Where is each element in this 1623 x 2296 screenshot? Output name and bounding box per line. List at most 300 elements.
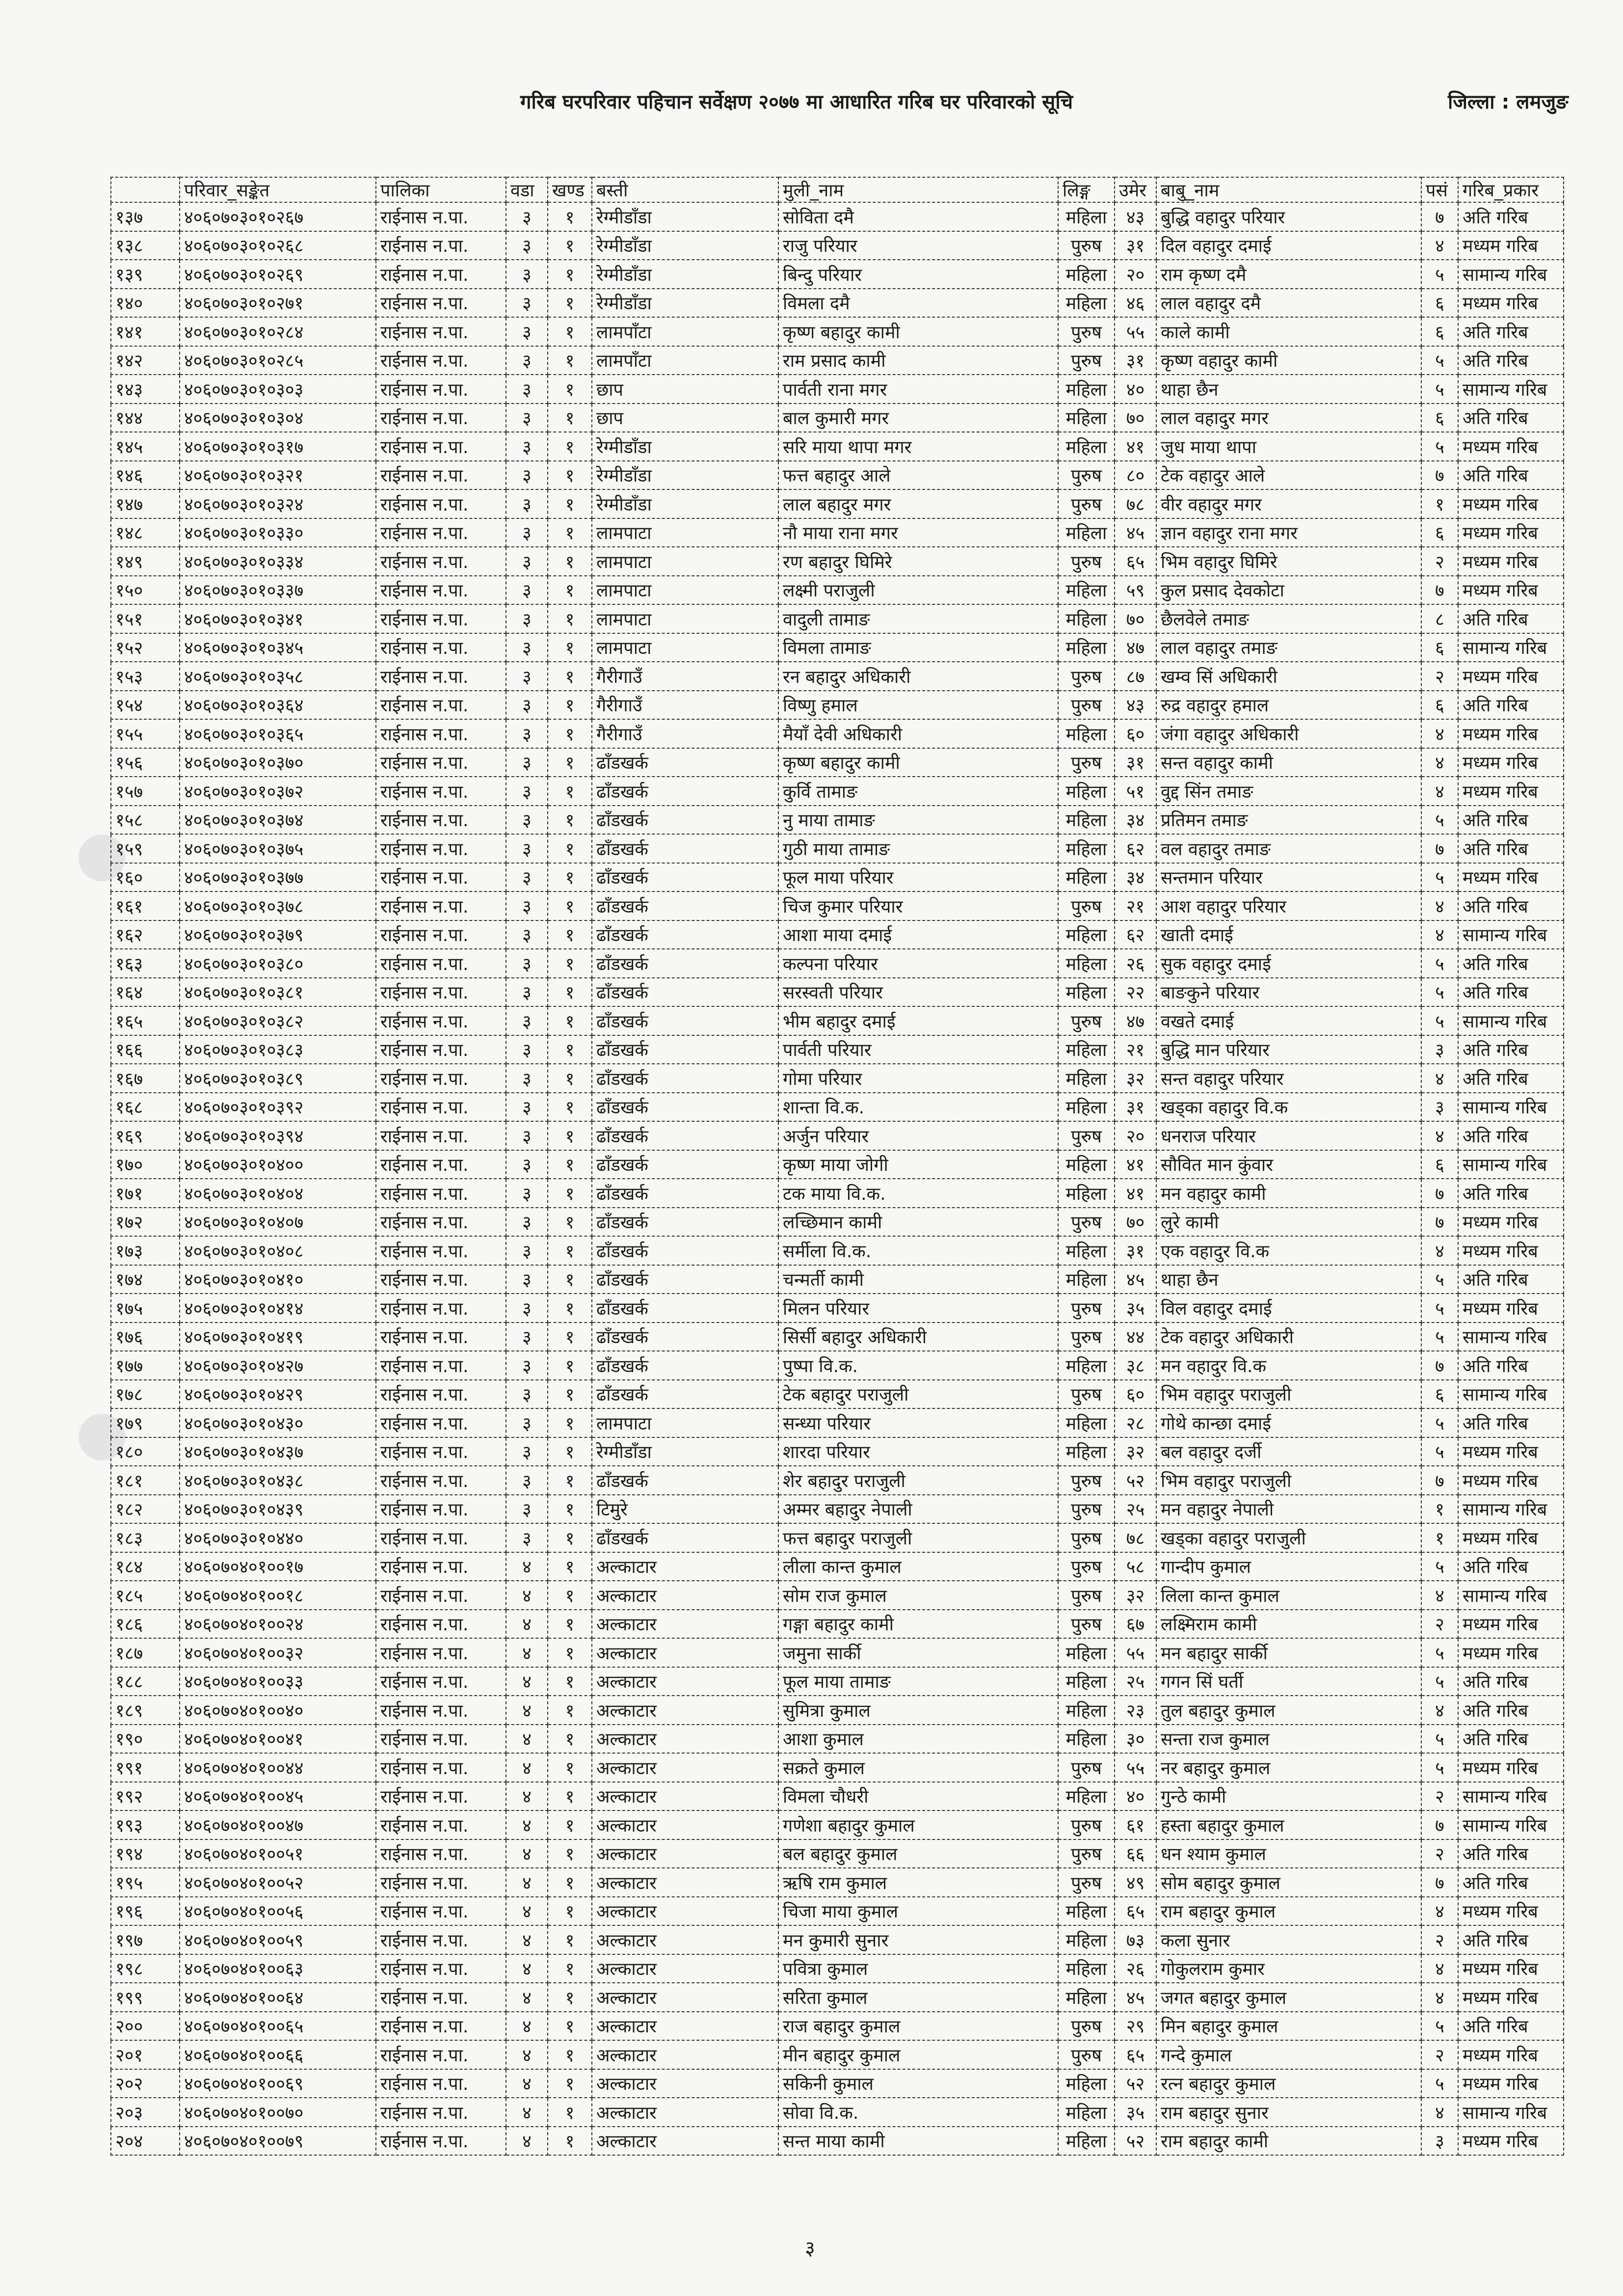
poverty-type-cell: मध्यम गरिब <box>1458 777 1564 806</box>
members-cell: ४ <box>1421 1121 1458 1150</box>
members-cell: ५ <box>1421 432 1458 461</box>
members-cell: ५ <box>1421 1323 1458 1351</box>
table-row <box>111 1236 1564 1265</box>
ward-cell: ३ <box>506 834 548 863</box>
ward-cell: ४ <box>506 1983 548 2012</box>
father-name-cell: मन बहादुर सार्की <box>1156 1638 1421 1667</box>
serial-cell: १८२ <box>111 1495 180 1524</box>
gender-cell: पुरुष <box>1058 1208 1115 1237</box>
family-code-cell: ४०६०७०४०१००५१ <box>180 1839 376 1868</box>
father-name-cell: खड्का वहादुर वि.क <box>1156 1093 1421 1122</box>
khanda-cell: १ <box>548 2040 592 2069</box>
basti-cell: अल्काटार <box>592 1552 778 1581</box>
head-name-cell: नु माया तामाङ <box>778 806 1058 835</box>
poverty-type-cell: मध्यम गरिब <box>1458 863 1564 892</box>
khanda-cell: १ <box>548 1610 592 1639</box>
basti-cell: गैरीगाउँ <box>592 719 778 748</box>
khanda-cell: १ <box>548 863 592 892</box>
basti-cell: अल्काटार <box>592 1638 778 1667</box>
basti-cell: रेग्मीडाँडा <box>592 489 778 518</box>
table-row <box>111 1897 1564 1926</box>
ward-cell: ४ <box>506 1954 548 1983</box>
palika-cell: राईनास न.पा. <box>376 1667 506 1696</box>
family-code-cell: ४०६०७०४०१००२४ <box>180 1610 376 1639</box>
poverty-type-cell: मध्यम गरिब <box>1458 1983 1564 2012</box>
palika-cell: राईनास न.पा. <box>376 289 506 318</box>
head-name-cell: भीम बहादुर दमाई <box>778 1006 1058 1035</box>
head-name-cell: पार्वती परियार <box>778 1035 1058 1064</box>
age-cell: ४३ <box>1115 691 1156 720</box>
poverty-type-cell: अति गरिब <box>1458 1064 1564 1093</box>
khanda-cell: १ <box>548 1294 592 1323</box>
poverty-type-cell: मध्यम गरिब <box>1458 547 1564 576</box>
khanda-cell: १ <box>548 1725 592 1754</box>
table-row <box>111 1810 1564 1839</box>
table-row <box>111 2098 1564 2127</box>
poverty-type-cell: मध्यम गरिब <box>1458 2069 1564 2098</box>
ward-cell: ३ <box>506 1495 548 1524</box>
age-cell: ७० <box>1115 604 1156 633</box>
khanda-cell: १ <box>548 1983 592 2012</box>
table-row <box>111 662 1564 691</box>
khanda-cell: १ <box>548 489 592 518</box>
members-cell: ३ <box>1421 1035 1458 1064</box>
survey-table <box>110 177 1564 2156</box>
serial-cell: १८८ <box>111 1667 180 1696</box>
poverty-type-cell: मध्यम गरिब <box>1458 1610 1564 1639</box>
serial-cell: २०० <box>111 2012 180 2041</box>
ward-cell: ३ <box>506 1466 548 1495</box>
col-header-head-name: मुली_नाम <box>778 177 1058 202</box>
age-cell: ६० <box>1115 1380 1156 1409</box>
head-name-cell: जमुना सार्की <box>778 1638 1058 1667</box>
serial-cell: १९२ <box>111 1782 180 1811</box>
members-cell: ६ <box>1421 317 1458 346</box>
ward-cell: ४ <box>506 1839 548 1868</box>
poverty-type-cell: मध्यम गरिब <box>1458 1437 1564 1466</box>
members-cell: ६ <box>1421 1150 1458 1179</box>
table-row <box>111 978 1564 1007</box>
table-row <box>111 1437 1564 1466</box>
gender-cell: पुरुष <box>1058 1323 1115 1351</box>
khanda-cell: १ <box>548 2069 592 2098</box>
ward-cell: ४ <box>506 2098 548 2127</box>
palika-cell: राईनास न.पा. <box>376 1380 506 1409</box>
ward-cell: ३ <box>506 317 548 346</box>
age-cell: ४७ <box>1115 633 1156 662</box>
members-cell: ५ <box>1421 863 1458 892</box>
table-row <box>111 375 1564 404</box>
head-name-cell: गुठी माया तामाङ <box>778 834 1058 863</box>
khanda-cell: १ <box>548 1437 592 1466</box>
basti-cell: लामपाटा <box>592 604 778 633</box>
palika-cell: राईनास न.पा. <box>376 1121 506 1150</box>
basti-cell: ढाँडखर्क <box>592 1064 778 1093</box>
khanda-cell: १ <box>548 920 592 949</box>
poverty-type-cell: मध्यम गरिब <box>1458 1236 1564 1265</box>
gender-cell: पुरुष <box>1058 1753 1115 1782</box>
poverty-type-cell: मध्यम गरिब <box>1458 748 1564 777</box>
ward-cell: ३ <box>506 404 548 432</box>
survey-table-wrapper <box>110 177 1563 2156</box>
gender-cell: पुरुष <box>1058 317 1115 346</box>
palika-cell: राईनास न.पा. <box>376 863 506 892</box>
palika-cell: राईनास न.पा. <box>376 1150 506 1179</box>
table-row <box>111 1064 1564 1093</box>
head-name-cell: रन बहादुर अधिकारी <box>778 662 1058 691</box>
age-cell: ३४ <box>1115 806 1156 835</box>
age-cell: ७० <box>1115 404 1156 432</box>
basti-cell: ढाँडखर्क <box>592 863 778 892</box>
age-cell: ३५ <box>1115 2098 1156 2127</box>
serial-cell: २०४ <box>111 2127 180 2156</box>
basti-cell: ढाँडखर्क <box>592 920 778 949</box>
age-cell: २६ <box>1115 949 1156 978</box>
gender-cell: पुरुष <box>1058 2040 1115 2069</box>
ward-cell: ३ <box>506 489 548 518</box>
family-code-cell: ४०६०७०३०१०४४० <box>180 1523 376 1552</box>
serial-cell: १७७ <box>111 1351 180 1380</box>
khanda-cell: १ <box>548 1495 592 1524</box>
ward-cell: ३ <box>506 1408 548 1437</box>
gender-cell: पुरुष <box>1058 691 1115 720</box>
table-header-row <box>111 177 1564 202</box>
khanda-cell: १ <box>548 547 592 576</box>
members-cell: ४ <box>1421 891 1458 920</box>
gender-cell: पुरुष <box>1058 1839 1115 1868</box>
family-code-cell: ४०६०७०४०१००४७ <box>180 1810 376 1839</box>
table-row <box>111 2040 1564 2069</box>
table-row <box>111 691 1564 720</box>
head-name-cell: फत्त बहादुर आले <box>778 461 1058 490</box>
serial-cell: १६८ <box>111 1093 180 1122</box>
members-cell: ६ <box>1421 404 1458 432</box>
table-row <box>111 891 1564 920</box>
ward-cell: ३ <box>506 662 548 691</box>
poverty-type-cell: अति गरिब <box>1458 1696 1564 1725</box>
members-cell: ५ <box>1421 1294 1458 1323</box>
age-cell: ३८ <box>1115 1351 1156 1380</box>
district-label: जिल्ला : लमजुङ <box>1448 91 1569 113</box>
serial-cell: १५२ <box>111 633 180 662</box>
serial-cell: १७९ <box>111 1408 180 1437</box>
age-cell: ४३ <box>1115 202 1156 231</box>
members-cell: ४ <box>1421 1954 1458 1983</box>
poverty-type-cell: सामान्य गरिब <box>1458 633 1564 662</box>
khanda-cell: १ <box>548 202 592 231</box>
khanda-cell: १ <box>548 949 592 978</box>
head-name-cell: राजु परियार <box>778 231 1058 260</box>
table-row <box>111 748 1564 777</box>
father-name-cell: कुल प्रसाद देवकोटा <box>1156 576 1421 605</box>
palika-cell: राईनास न.पा. <box>376 1610 506 1639</box>
palika-cell: राईनास न.पा. <box>376 1581 506 1610</box>
father-name-cell: बुद्धि मान परियार <box>1156 1035 1421 1064</box>
palika-cell: राईनास न.पा. <box>376 719 506 748</box>
father-name-cell: टेक वहादुर अधिकारी <box>1156 1323 1421 1351</box>
basti-cell: टिमुरे <box>592 1495 778 1524</box>
palika-cell: राईनास न.पा. <box>376 2098 506 2127</box>
head-name-cell: ऋषि राम कुमाल <box>778 1868 1058 1897</box>
head-name-cell: अर्जुन परियार <box>778 1121 1058 1150</box>
poverty-type-cell: सामान्य गरिब <box>1458 2098 1564 2127</box>
father-name-cell: गोकुलराम कुमार <box>1156 1954 1421 1983</box>
age-cell: ३१ <box>1115 346 1156 375</box>
table-row <box>111 920 1564 949</box>
age-cell: २८ <box>1115 1408 1156 1437</box>
age-cell: ५२ <box>1115 2069 1156 2098</box>
age-cell: ३१ <box>1115 231 1156 260</box>
family-code-cell: ४०६०७०३०१०४१९ <box>180 1323 376 1351</box>
basti-cell: ढाँडखर्क <box>592 1093 778 1122</box>
members-cell: ८ <box>1421 604 1458 633</box>
serial-cell: १४३ <box>111 375 180 404</box>
basti-cell: अल्काटार <box>592 1782 778 1811</box>
serial-cell: १७३ <box>111 1236 180 1265</box>
poverty-type-cell: अति गरिब <box>1458 1725 1564 1754</box>
poverty-type-cell: मध्यम गरिब <box>1458 1523 1564 1552</box>
poverty-type-cell: मध्यम गरिब <box>1458 1294 1564 1323</box>
head-name-cell: पवित्रा कुमाल <box>778 1954 1058 1983</box>
serial-cell: १९० <box>111 1725 180 1754</box>
khanda-cell: १ <box>548 719 592 748</box>
age-cell: ६७ <box>1115 1610 1156 1639</box>
father-name-cell: रुद्र वहादुर हमाल <box>1156 691 1421 720</box>
age-cell: ७३ <box>1115 1925 1156 1954</box>
gender-cell: पुरुष <box>1058 1380 1115 1409</box>
head-name-cell: शान्ता वि.क. <box>778 1093 1058 1122</box>
table-row <box>111 1696 1564 1725</box>
members-cell: ४ <box>1421 1983 1458 2012</box>
khanda-cell: १ <box>548 1121 592 1150</box>
basti-cell: अल्काटार <box>592 1839 778 1868</box>
members-cell: ४ <box>1421 719 1458 748</box>
ward-cell: ४ <box>506 1725 548 1754</box>
palika-cell: राईनास न.पा. <box>376 375 506 404</box>
poverty-type-cell: अति गरिब <box>1458 604 1564 633</box>
members-cell: ७ <box>1421 1208 1458 1237</box>
basti-cell: अल्काटार <box>592 1610 778 1639</box>
poverty-type-cell: मध्यम गरिब <box>1458 576 1564 605</box>
gender-cell: पुरुष <box>1058 1495 1115 1524</box>
palika-cell: राईनास न.पा. <box>376 518 506 547</box>
basti-cell: ढाँडखर्क <box>592 1150 778 1179</box>
father-name-cell: बाङकुने परियार <box>1156 978 1421 1007</box>
serial-cell: १४७ <box>111 489 180 518</box>
poverty-type-cell: सामान्य गरिब <box>1458 1323 1564 1351</box>
head-name-cell: फूल माया तामाङ <box>778 1667 1058 1696</box>
palika-cell: राईनास न.पा. <box>376 1294 506 1323</box>
father-name-cell: सोम बहादुर कुमाल <box>1156 1868 1421 1897</box>
khanda-cell: १ <box>548 576 592 605</box>
basti-cell: ढाँडखर्क <box>592 1265 778 1294</box>
head-name-cell: कृष्ण बहादुर कामी <box>778 317 1058 346</box>
ward-cell: ३ <box>506 1380 548 1409</box>
basti-cell: अल्काटार <box>592 2040 778 2069</box>
father-name-cell: धन श्याम कुमाल <box>1156 1839 1421 1868</box>
palika-cell: राईनास न.पा. <box>376 1006 506 1035</box>
col-header-members: पसं <box>1421 177 1458 202</box>
father-name-cell: लुरे कामी <box>1156 1208 1421 1237</box>
family-code-cell: ४०६०७०४०१००६९ <box>180 2069 376 2098</box>
gender-cell: महिला <box>1058 806 1115 835</box>
age-cell: ४५ <box>1115 518 1156 547</box>
basti-cell: छाप <box>592 375 778 404</box>
family-code-cell: ४०६०७०३०१०३५८ <box>180 662 376 691</box>
poverty-type-cell: अति गरिब <box>1458 691 1564 720</box>
head-name-cell: सर्मीला वि.क. <box>778 1236 1058 1265</box>
age-cell: ३४ <box>1115 863 1156 892</box>
ward-cell: ४ <box>506 1610 548 1639</box>
khanda-cell: १ <box>548 1466 592 1495</box>
palika-cell: राईनास न.पा. <box>376 834 506 863</box>
table-row <box>111 633 1564 662</box>
khanda-cell: १ <box>548 2127 592 2156</box>
khanda-cell: १ <box>548 1408 592 1437</box>
serial-cell: १७० <box>111 1150 180 1179</box>
poverty-type-cell: सामान्य गरिब <box>1458 1093 1564 1122</box>
khanda-cell: १ <box>548 1552 592 1581</box>
head-name-cell: सुमित्रा कुमाल <box>778 1696 1058 1725</box>
gender-cell: महिला <box>1058 432 1115 461</box>
palika-cell: राईनास न.पा. <box>376 1495 506 1524</box>
ward-cell: ४ <box>506 1782 548 1811</box>
father-name-cell: गोथे कान्छा दमाई <box>1156 1408 1421 1437</box>
head-name-cell: फूल माया परियार <box>778 863 1058 892</box>
khanda-cell: १ <box>548 1064 592 1093</box>
father-name-cell: दिल वहादुर दमाई <box>1156 231 1421 260</box>
poverty-type-cell: मध्यम गरिब <box>1458 2127 1564 2156</box>
poverty-type-cell: मध्यम गरिब <box>1458 1466 1564 1495</box>
poverty-type-cell: अति गरिब <box>1458 834 1564 863</box>
head-name-cell: पार्वती राना मगर <box>778 375 1058 404</box>
serial-cell: १७५ <box>111 1294 180 1323</box>
father-name-cell: धनराज परियार <box>1156 1121 1421 1150</box>
age-cell: ३१ <box>1115 1236 1156 1265</box>
serial-cell: १९८ <box>111 1954 180 1983</box>
serial-cell: १९९ <box>111 1983 180 2012</box>
head-name-cell: सोम राज कुमाल <box>778 1581 1058 1610</box>
father-name-cell: थाहा छैन <box>1156 1265 1421 1294</box>
ward-cell: ३ <box>506 1121 548 1150</box>
gender-cell: महिला <box>1058 1064 1115 1093</box>
age-cell: २९ <box>1115 2012 1156 2041</box>
age-cell: २५ <box>1115 1495 1156 1524</box>
members-cell: ५ <box>1421 1638 1458 1667</box>
gender-cell: पुरुष <box>1058 1121 1115 1150</box>
head-name-cell: सन्ध्या परियार <box>778 1408 1058 1437</box>
basti-cell: रेग्मीडाँडा <box>592 1437 778 1466</box>
gender-cell: महिला <box>1058 1954 1115 1983</box>
ward-cell: ३ <box>506 1064 548 1093</box>
palika-cell: राईनास न.पा. <box>376 1351 506 1380</box>
poverty-type-cell: अति गरिब <box>1458 346 1564 375</box>
family-code-cell: ४०६०७०३०१०३७८ <box>180 891 376 920</box>
ward-cell: ३ <box>506 1035 548 1064</box>
ward-cell: ३ <box>506 1351 548 1380</box>
basti-cell: ढाँडखर्क <box>592 1179 778 1208</box>
basti-cell: लामपाटा <box>592 547 778 576</box>
ward-cell: ३ <box>506 719 548 748</box>
serial-cell: १५३ <box>111 662 180 691</box>
poverty-type-cell: मध्यम गरिब <box>1458 2040 1564 2069</box>
members-cell: ६ <box>1421 633 1458 662</box>
members-cell: ३ <box>1421 1093 1458 1122</box>
gender-cell: पुरुष <box>1058 1006 1115 1035</box>
palika-cell: राईनास न.पा. <box>376 461 506 490</box>
family-code-cell: ४०६०७०४०१००५६ <box>180 1897 376 1926</box>
palika-cell: राईनास न.पा. <box>376 1236 506 1265</box>
palika-cell: राईनास न.पा. <box>376 547 506 576</box>
serial-cell: १५० <box>111 576 180 605</box>
head-name-cell: नौ माया राना मगर <box>778 518 1058 547</box>
father-name-cell: हस्ता बहादुर कुमाल <box>1156 1810 1421 1839</box>
gender-cell: महिला <box>1058 1150 1115 1179</box>
gender-cell: महिला <box>1058 1408 1115 1437</box>
palika-cell: राईनास न.पा. <box>376 1323 506 1351</box>
head-name-cell: चिज कुमार परियार <box>778 891 1058 920</box>
age-cell: ४१ <box>1115 1150 1156 1179</box>
serial-cell: १९४ <box>111 1839 180 1868</box>
basti-cell: ढाँडखर्क <box>592 1523 778 1552</box>
father-name-cell: लिला कान्त कुमाल <box>1156 1581 1421 1610</box>
family-code-cell: ४०६०७०३०१०३६५ <box>180 719 376 748</box>
palika-cell: राईनास न.पा. <box>376 1035 506 1064</box>
members-cell: ५ <box>1421 375 1458 404</box>
khanda-cell: १ <box>548 1265 592 1294</box>
gender-cell: पुरुष <box>1058 891 1115 920</box>
father-name-cell: वीर वहादुर मगर <box>1156 489 1421 518</box>
ward-cell: ४ <box>506 2040 548 2069</box>
ward-cell: ४ <box>506 1868 548 1897</box>
ward-cell: ३ <box>506 1208 548 1237</box>
family-code-cell: ४०६०७०३०१०३७० <box>180 748 376 777</box>
head-name-cell: कृष्ण माया जोगी <box>778 1150 1058 1179</box>
basti-cell: ढाँडखर्क <box>592 1294 778 1323</box>
age-cell: ६२ <box>1115 920 1156 949</box>
table-row <box>111 1638 1564 1667</box>
palika-cell: राईनास न.पा. <box>376 891 506 920</box>
family-code-cell: ४०६०७०३०१०३७९ <box>180 920 376 949</box>
members-cell: ४ <box>1421 1897 1458 1926</box>
serial-cell: १९३ <box>111 1810 180 1839</box>
poverty-type-cell: सामान्य गरिब <box>1458 920 1564 949</box>
father-name-cell: राम बहादुर कुमाल <box>1156 1897 1421 1926</box>
poverty-type-cell: सामान्य गरिब <box>1458 1150 1564 1179</box>
table-body <box>111 202 1564 2155</box>
khanda-cell: १ <box>548 1810 592 1839</box>
poverty-type-cell: अति गरिब <box>1458 1868 1564 1897</box>
poverty-type-cell: अति गरिब <box>1458 1121 1564 1150</box>
ward-cell: ३ <box>506 432 548 461</box>
family-code-cell: ४०६०७०३०१०४३९ <box>180 1495 376 1524</box>
head-name-cell: मिलन परियार <box>778 1294 1058 1323</box>
head-name-cell: टेक बहादुर पराजुली <box>778 1380 1058 1409</box>
khanda-cell: १ <box>548 1696 592 1725</box>
father-name-cell: कृष्ण वहादुर कामी <box>1156 346 1421 375</box>
table-row <box>111 260 1564 289</box>
poverty-type-cell: अति गरिब <box>1458 1351 1564 1380</box>
father-name-cell: भिम वहादुर पराजुली <box>1156 1380 1421 1409</box>
father-name-cell: वखते दमाई <box>1156 1006 1421 1035</box>
serial-cell: १९१ <box>111 1753 180 1782</box>
ward-cell: ३ <box>506 547 548 576</box>
table-row <box>111 949 1564 978</box>
ward-cell: ३ <box>506 1323 548 1351</box>
table-row <box>111 834 1564 863</box>
family-code-cell: ४०६०७०३०१०३७५ <box>180 834 376 863</box>
head-name-cell: सकिनी कुमाल <box>778 2069 1058 2098</box>
